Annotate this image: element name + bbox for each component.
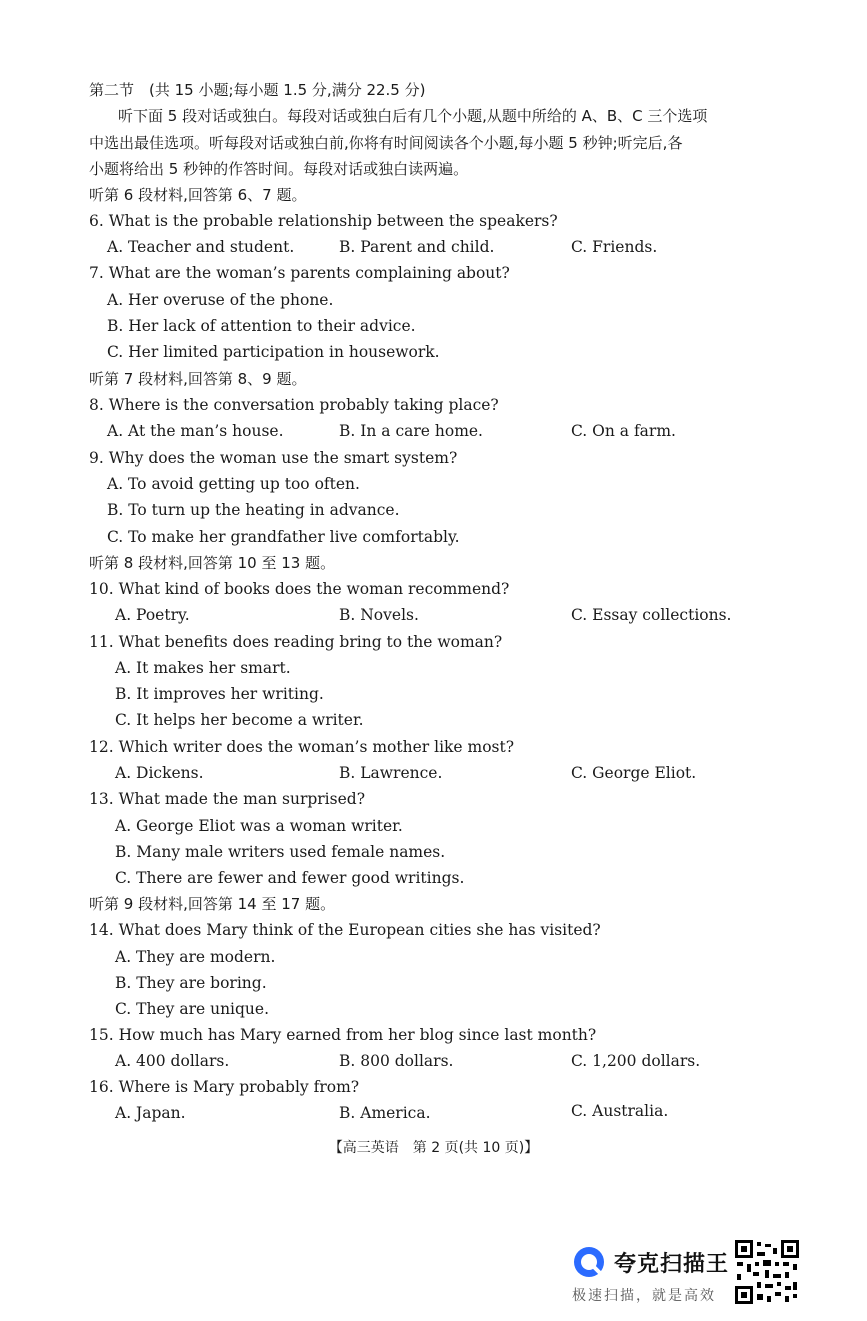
question-stem: 16. Where is Mary probably from? [89,1078,360,1096]
qr-code-icon [735,1240,799,1304]
option-c: C. George Eliot. [571,764,697,782]
option-b: B. To turn up the heating in advance. [107,501,400,519]
brand-slogan: 极速扫描，就是高效 [572,1288,716,1304]
option-b: B. Parent and child. [339,238,495,256]
option-c: C. There are fewer and fewer good writings. [115,869,465,887]
section-intro-line-3: 小题将给出 5 秒钟的作答时间。每段对话或独白读两遍。 [89,160,469,178]
quark-logo-icon [572,1245,606,1279]
option-b: B. Many male writers used female names. [115,843,446,861]
question-stem: 11. What benefits does reading bring to the woman? [89,633,503,651]
option-c: C. 1,200 dollars. [571,1052,701,1070]
option-b: B. America. [339,1104,431,1122]
option-b: B. They are boring. [115,974,267,992]
option-a: A. At the man’s house. [107,422,284,440]
option-a: A. Dickens. [115,764,204,782]
group-heading: 听第 9 段材料,回答第 14 至 17 题。 [89,895,336,913]
question-stem: 8. Where is the conversation probably taking place? [89,396,499,414]
option-b: B. In a care home. [339,422,483,440]
question-stem: 10. What kind of books does the woman recommend? [89,580,510,598]
option-a: A. They are modern. [115,948,276,966]
question-stem: 7. What are the woman’s parents complaining about? [89,264,510,282]
question-stem: 13. What made the man surprised? [89,790,366,808]
option-b: B. 800 dollars. [339,1052,454,1070]
page-footer: 【高三英语 第 2 页(共 10 页)】 [328,1140,539,1156]
question-stem: 15. How much has Mary earned from her blog since last month? [89,1026,597,1044]
question-stem: 12. Which writer does the woman’s mother like most? [89,738,515,756]
option-b: B. Lawrence. [339,764,443,782]
option-a: A. Her overuse of the phone. [107,291,334,309]
group-heading: 听第 8 段材料,回答第 10 至 13 题。 [89,554,336,572]
option-c: C. It helps her become a writer. [115,711,364,729]
option-c: C. To make her grandfather live comfortably. [107,528,460,546]
option-a: A. Japan. [115,1104,186,1122]
option-c: C. They are unique. [115,1000,270,1018]
section-header: 第二节 (共 15 小题;每小题 1.5 分,满分 22.5 分) [89,81,426,99]
option-a: A. Poetry. [115,606,190,624]
option-b: B. Her lack of attention to their advice. [107,317,416,335]
option-c: C. Essay collections. [571,606,732,624]
option-a: A. George Eliot was a woman writer. [115,817,403,835]
group-heading: 听第 6 段材料,回答第 6、7 题。 [89,186,307,204]
option-c: C. Friends. [571,238,658,256]
option-a: A. 400 dollars. [115,1052,230,1070]
option-a: A. It makes her smart. [115,659,291,677]
option-c: C. On a farm. [571,422,676,440]
option-b: B. Novels. [339,606,419,624]
scanner-watermark [572,1245,737,1305]
section-intro-line-2: 中选出最佳选项。听每段对话或独白前,你将有时间阅读各个小题,每小题 5 秒钟;听完后,各 [89,134,683,152]
option-a: A. To avoid getting up too often. [107,475,360,493]
section-intro-line-1: 听下面 5 段对话或独白。每段对话或独白后有几个小题,从题中所给的 A、B、C 三个选项 [118,107,708,125]
brand-name: 夸克扫描王 [614,1252,730,1277]
question-stem: 9. Why does the woman use the smart system? [89,449,458,467]
option-c: C. Australia. [571,1102,669,1120]
option-c: C. Her limited participation in housework. [107,343,440,361]
option-b: B. It improves her writing. [115,685,324,703]
question-stem: 6. What is the probable relationship between the speakers? [89,212,558,230]
option-a: A. Teacher and student. [107,238,295,256]
group-heading: 听第 7 段材料,回答第 8、9 题。 [89,370,307,388]
question-stem: 14. What does Mary think of the European cities she has visited? [89,921,601,939]
